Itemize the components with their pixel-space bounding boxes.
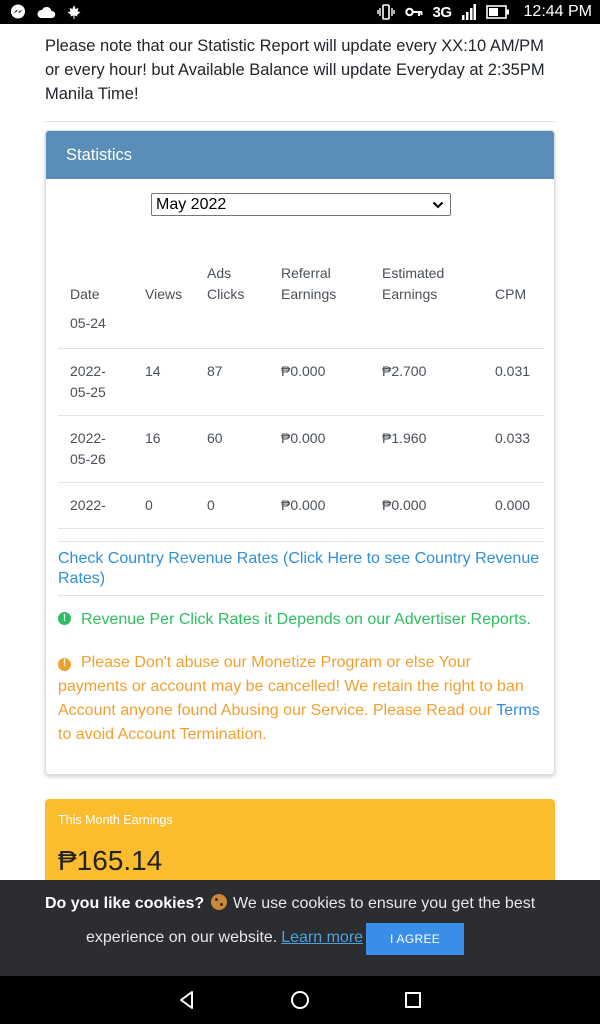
divider: [58, 541, 544, 542]
cell-date: 2022-05-25: [70, 363, 106, 400]
cell-cpm: 0.033: [495, 430, 531, 446]
update-notice: Please note that our Statistic Report will update every XX:10 AM/PM or every hour! but Available Balance will update Everyday at 2:35PM Manila Time!: [45, 37, 545, 103]
cookie-text-1: We use cookies to ensure you get the best: [228, 895, 536, 912]
cell-referral: ₱0.000: [281, 497, 326, 513]
vibrate-icon: [377, 4, 395, 20]
cookie-icon: [211, 894, 227, 910]
chevron-down-icon: [432, 196, 444, 214]
clock: 12:44 PM: [523, 3, 592, 20]
cookie-text-2: experience on our website.: [86, 929, 278, 946]
page-content: [0, 24, 600, 976]
divider: [45, 121, 555, 122]
back-icon[interactable]: [167, 980, 207, 1020]
cookie-banner: [0, 880, 600, 976]
status-bar: [0, 0, 600, 24]
warning-text-before: Please Don't abuse our Monetize Program or else Your payments or account may be cancelled! We retain the right to ban Account anyone found Abusing our Service. Please Read our: [58, 654, 524, 719]
statistics-table: [58, 243, 544, 529]
cell-ads-clicks: [195, 305, 269, 349]
revenue-note-text: Revenue Per Click Rates it Depends on our Advertiser Reports.: [81, 611, 531, 628]
divider: [58, 595, 544, 596]
month-select[interactable]: [151, 193, 451, 216]
learn-more-link[interactable]: Learn more: [281, 929, 364, 946]
cell-estimated: ₱0.000: [382, 497, 427, 513]
cell-date: 2022-05-26: [70, 430, 106, 467]
earnings-label: This Month Earnings: [58, 813, 173, 827]
cell-cpm: 0.000: [495, 497, 531, 513]
cell-views: 14: [145, 363, 161, 379]
cell-cpm: [483, 305, 544, 349]
cell-date: 05-24: [70, 315, 106, 331]
messenger-icon: [10, 4, 26, 20]
cell-cpm: 0.031: [495, 363, 531, 379]
statistics-header: [46, 131, 554, 179]
col-estimated-earnings: Estimated Earnings: [382, 265, 445, 302]
col-date: Date: [70, 286, 100, 302]
table-row: [58, 483, 544, 529]
cell-ads-clicks: 87: [207, 363, 223, 379]
maple-leaf-icon: [66, 4, 82, 20]
cell-referral: [269, 305, 370, 349]
agree-button[interactable]: I AGREE: [366, 923, 464, 955]
col-cpm: CPM: [495, 286, 527, 302]
cell-estimated: [370, 305, 483, 349]
revenue-note: [58, 609, 544, 631]
status-left-icons: [10, 4, 82, 20]
earnings-value: ₱165.14: [58, 845, 163, 876]
network-type: 3G: [432, 3, 452, 21]
warning-text-after: to avoid Account Termination.: [58, 726, 267, 743]
cell-ads-clicks: 60: [207, 430, 223, 446]
key-icon: [405, 6, 423, 18]
exclamation-circle-icon: !: [58, 658, 71, 671]
cell-views: [133, 305, 195, 349]
terms-link[interactable]: Terms: [496, 702, 540, 719]
battery-icon: [486, 5, 510, 19]
col-ads-clicks: Ads Clicks: [207, 265, 245, 302]
home-icon[interactable]: [280, 980, 320, 1020]
table-header-row: [58, 243, 544, 305]
cell-views: 16: [145, 430, 161, 446]
month-select-value: May 2022: [156, 195, 227, 213]
cell-referral: ₱0.000: [281, 363, 326, 379]
cookie-message: [45, 894, 535, 914]
statistics-table-scroll[interactable]: [58, 243, 544, 541]
cell-estimated: ₱1.960: [382, 430, 427, 446]
table-row: [58, 416, 544, 483]
cookie-title: Do you like cookies?: [45, 895, 205, 912]
abuse-warning: [58, 651, 544, 747]
cookie-message-2: [86, 928, 363, 948]
statistics-title: Statistics: [66, 145, 133, 164]
signal-icon: [462, 4, 476, 20]
statistics-card: [45, 130, 555, 775]
cell-ads-clicks: 0: [207, 497, 215, 513]
cell-views: 0: [145, 497, 153, 513]
col-referral-earnings: Referral Earnings: [281, 265, 337, 302]
exclamation-circle-icon: !: [58, 612, 71, 625]
recents-icon[interactable]: [393, 980, 433, 1020]
status-right-icons: [377, 3, 593, 21]
cell-referral: ₱0.000: [281, 430, 326, 446]
cloud-icon: [36, 5, 56, 19]
cell-date: 2022-: [70, 497, 106, 513]
table-row: [58, 349, 544, 416]
col-views: Views: [145, 286, 183, 302]
country-revenue-link[interactable]: Check Country Revenue Rates (Click Here to see Country Revenue Rates): [58, 550, 540, 587]
table-row: [58, 305, 544, 349]
navigation-bar: [0, 976, 600, 1024]
cell-estimated: ₱2.700: [382, 363, 427, 379]
